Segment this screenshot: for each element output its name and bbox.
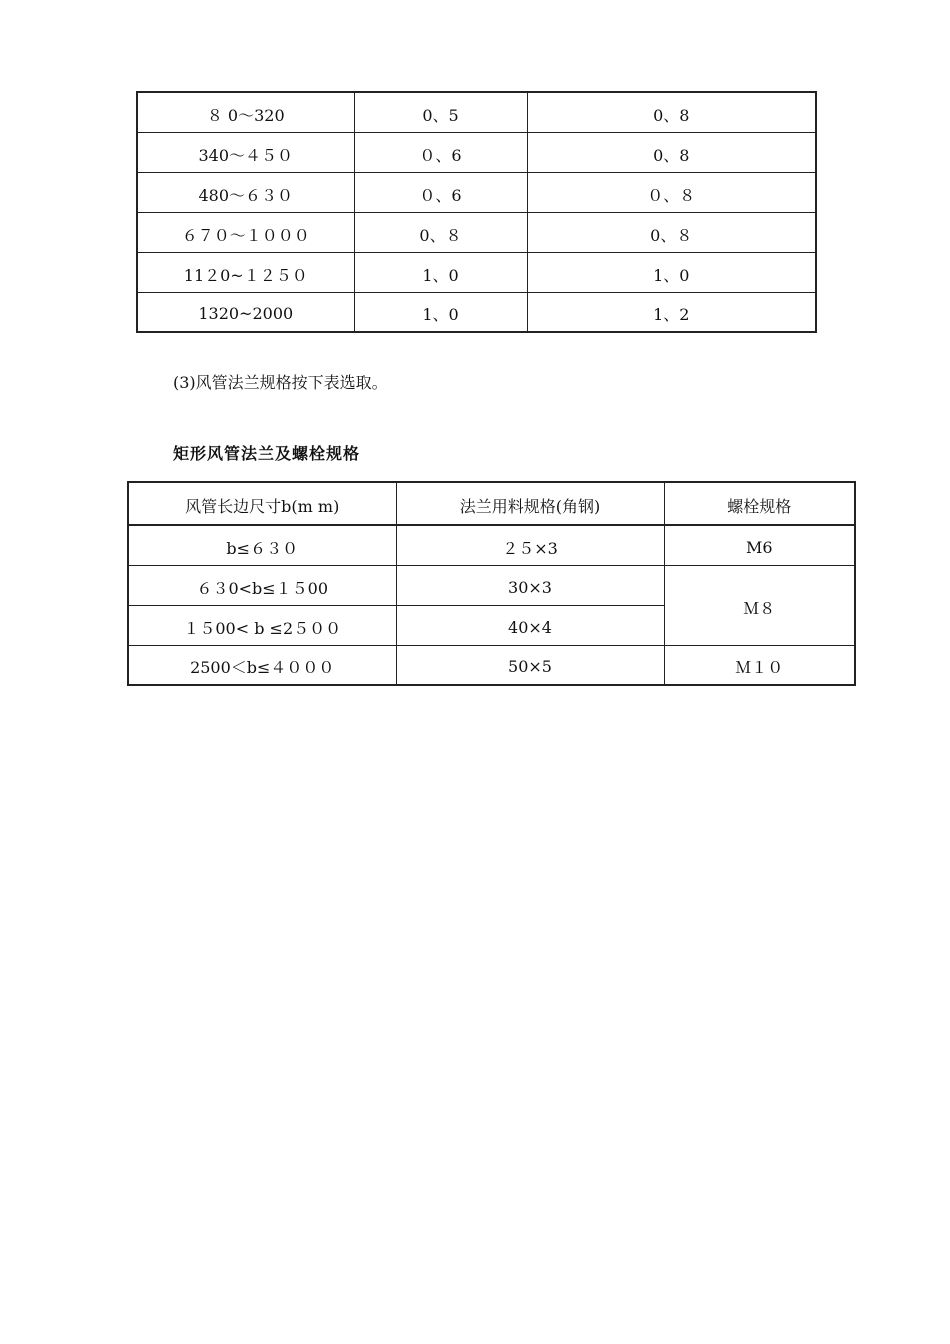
column-header-angle: 法兰用料规格(角钢) [396,482,664,525]
thickness-cell: 0、８ [354,212,527,252]
table-row [137,172,816,212]
table-row [128,645,855,685]
thickness-cell: ０、８ [527,172,816,212]
table-row [137,292,816,332]
table-row [137,252,816,292]
thickness-cell: 0、8 [527,92,816,132]
table-row [137,212,816,252]
size-range-cell: 340～４５０ [137,132,354,172]
size-cell: b≤６３０ [128,525,396,565]
table-header-row [128,482,855,525]
size-range-cell: ６７０～１０００ [137,212,354,252]
table-row [128,565,855,605]
angle-cell: 40×4 [396,605,664,645]
column-header-bolt: 螺栓规格 [664,482,855,525]
flange-table [127,481,856,686]
thickness-cell: 1、0 [354,292,527,332]
size-range-cell: 1320~2000 [137,292,354,332]
thickness-cell: 0、８ [527,212,816,252]
note-text: (3)风管法兰规格按下表选取。 [173,373,388,392]
thickness-cell: 0、8 [527,132,816,172]
angle-cell: 50×5 [396,645,664,685]
bolt-cell: Ｍ１０ [664,645,855,685]
size-cell: 2500＜b≤４０００ [128,645,396,685]
bolt-cell: Ｍ８ [664,565,855,645]
thickness-cell: 1、0 [354,252,527,292]
size-cell: １５00< b ≤2５００ [128,605,396,645]
size-range-cell: 11２0~１２５０ [137,252,354,292]
angle-cell: ２５×3 [396,525,664,565]
thickness-cell: ０、6 [354,132,527,172]
table-row [137,92,816,132]
thickness-cell: 1、0 [527,252,816,292]
table-row [137,132,816,172]
thickness-cell: 0、5 [354,92,527,132]
column-header-size: 风管长边尺寸b(m m) [128,482,396,525]
size-range-cell: 480～６３０ [137,172,354,212]
thickness-table [136,91,817,333]
table-caption: 矩形风管法兰及螺栓规格 [173,444,361,463]
size-cell: ６３0<b≤１５00 [128,565,396,605]
thickness-cell: 1、2 [527,292,816,332]
size-range-cell: ８ 0～320 [137,92,354,132]
table-row [128,525,855,565]
thickness-cell: ０、6 [354,172,527,212]
bolt-cell: M6 [664,525,855,565]
angle-cell: 30×3 [396,565,664,605]
